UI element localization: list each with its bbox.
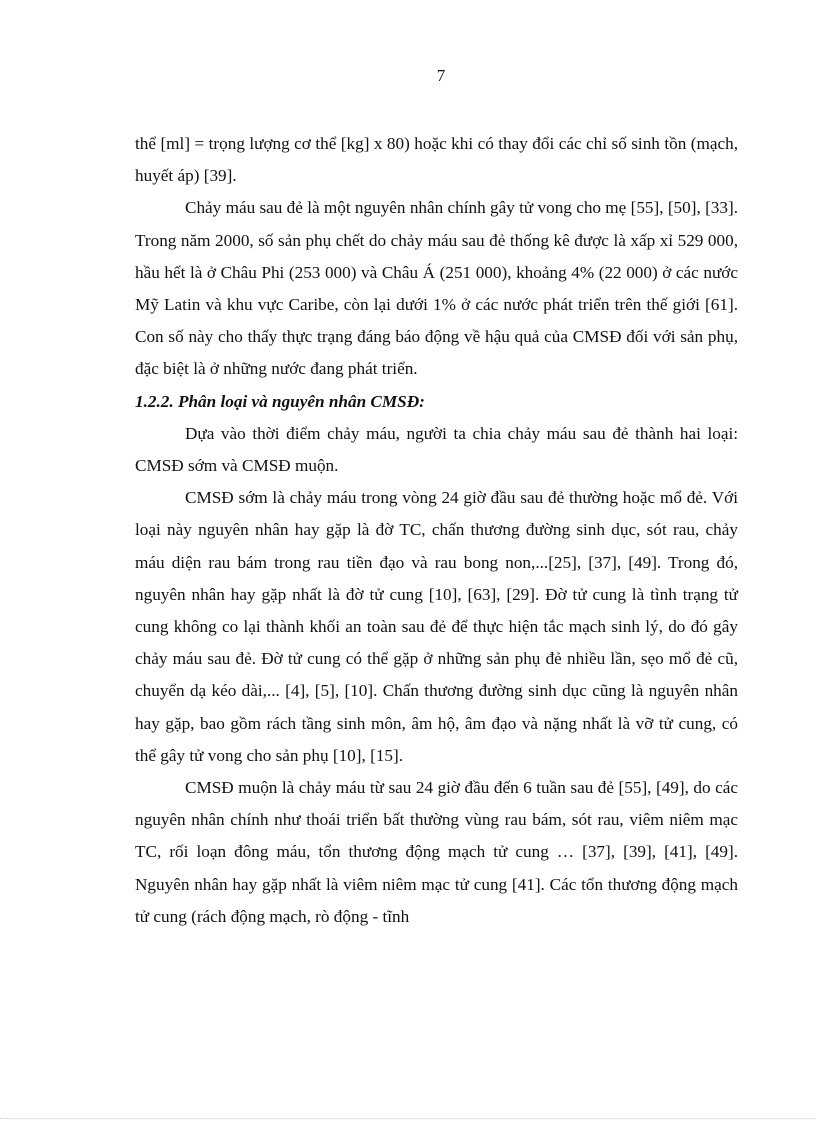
paragraph-mortality: Chảy máu sau đẻ là một nguyên nhân chính gây tử vong cho mẹ [55], [50], [33]. Trong năm 2000, số sản phụ chết do chảy máu sau đẻ thống kê được là xấp xỉ 529 000, hầu hết là ở Châu Phi (253 000) và Châu Á (251 000), khoảng 4% (22 000) ở các nước Mỹ Latin và khu vực Caribe, còn lại dưới 1% ở các nước phát triển trên thế giới [61]. Con số này cho thấy thực trạng đáng báo động về hậu quả của CMSĐ đối với sản phụ, đặc biệt là ở những nước đang phát triển. — [135, 198, 738, 379]
page-bottom-divider — [0, 1118, 816, 1119]
paragraph-classification: Dựa vào thời điểm chảy máu, người ta chia chảy máu sau đẻ thành hai loại: CMSĐ sớm và CMSĐ muộn. — [135, 423, 738, 476]
paragraph-late-pph: CMSĐ muộn là chảy máu từ sau 24 giờ đầu đến 6 tuần sau đẻ [55], [49], do các nguyên nhân chính như thoái triển bất thường vùng rau bám, sót rau, viêm niêm mạc TC, rối loạn đông máu, tổn thương động mạch tử cung … [37], [39], [41], [49]. Nguyên nhân hay gặp nhất là viêm niêm mạc tử cung [41]. Các tổn thương động mạch tử cung (rách động mạch, rò động - tĩnh — [135, 778, 738, 926]
page-number: 7 — [436, 66, 446, 85]
body-text — [135, 128, 738, 933]
section-heading: 1.2.2. Phân loại và nguyên nhân CMSĐ: — [135, 391, 425, 411]
paragraph-early-pph: CMSĐ sớm là chảy máu trong vòng 24 giờ đầu sau đẻ thường hoặc mổ đẻ. Với loại này nguyên nhân hay gặp là đờ TC, chấn thương đường sinh dục, sót rau, chảy máu diện rau bám trong rau tiền đạo và rau bong non,...[25], [37], [49]. Trong đó, nguyên nhân hay gặp nhất là đờ tử cung [10], [63], [29]. Đờ tử cung là tình trạng tử cung không co lại thành khối an toàn sau đẻ để thực hiện tắc mạch sinh lý, do đó gây chảy máu sau đẻ. Đờ tử cung có thể gặp ở những sản phụ đẻ nhiều lần, sẹo mổ đẻ cũ, chuyển dạ kéo dài,... [4], [5], [10]. Chấn thương đường sinh dục cũng là nguyên nhân hay gặp, bao gồm rách tầng sinh môn, âm hộ, âm đạo và nặng nhất là vỡ tử cung, có thể gây tử vong cho sản phụ [10], [15]. — [135, 488, 738, 765]
paragraph-continuation: thể [ml] = trọng lượng cơ thể [kg] x 80) hoặc khi có thay đổi các chỉ số sinh tồn (mạch, huyết áp) [39]. — [135, 134, 738, 186]
